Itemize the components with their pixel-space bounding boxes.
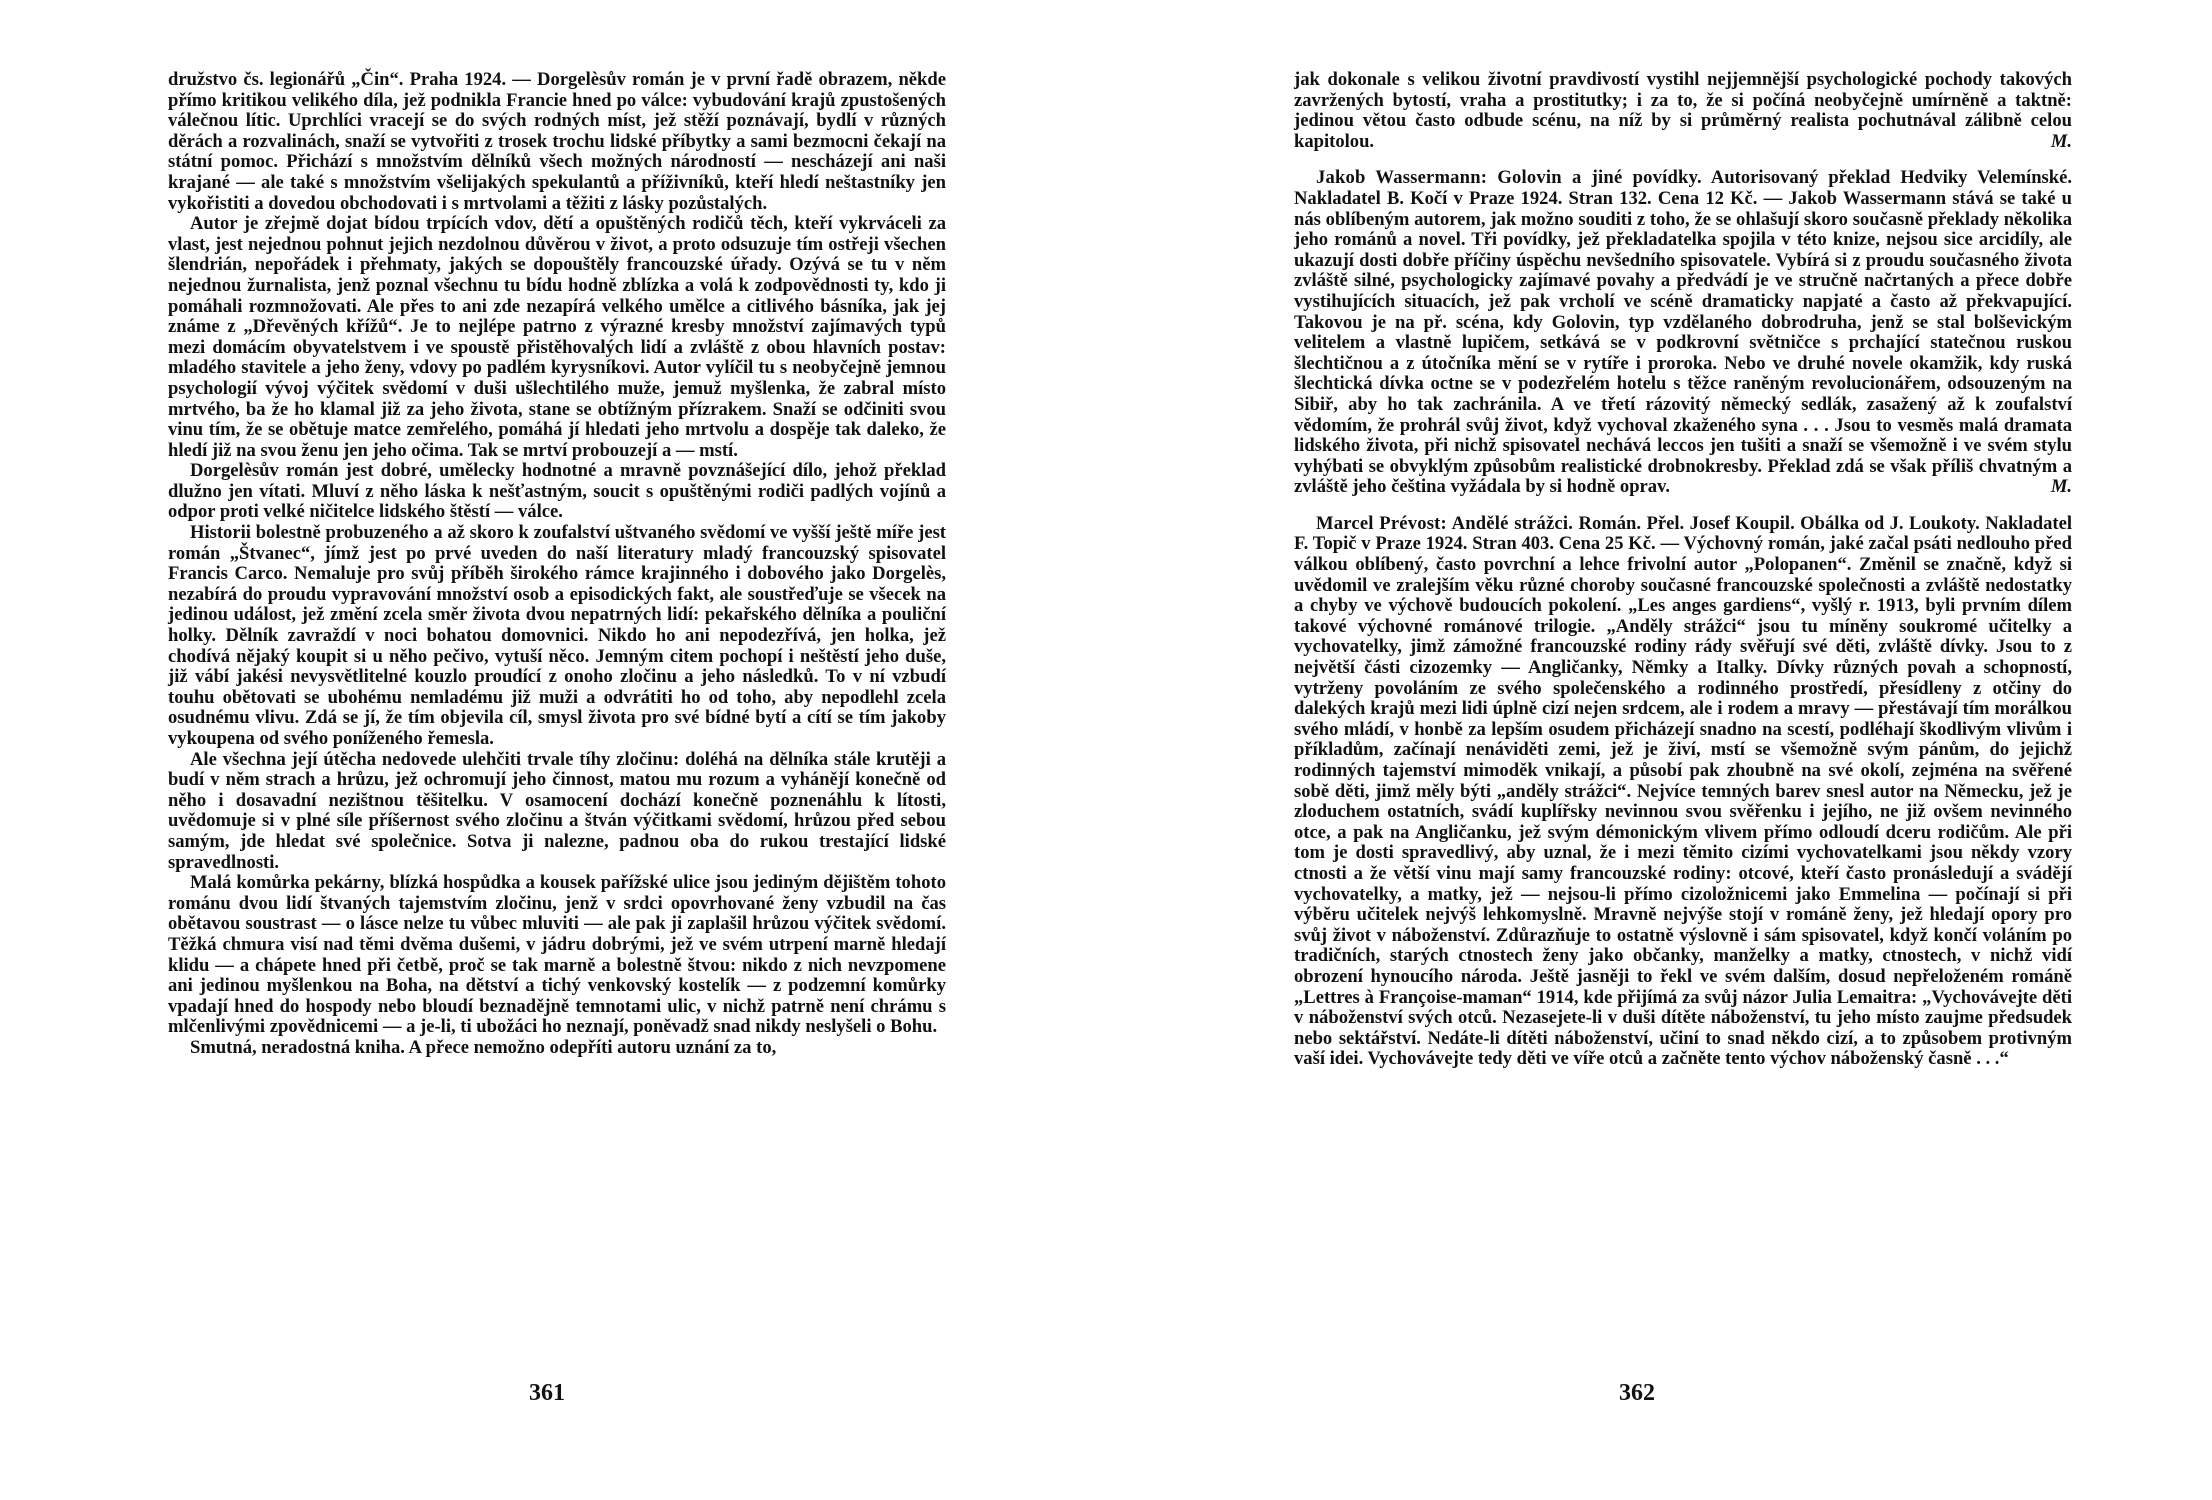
paragraph: družstvo čs. legionářů „Čin“. Praha 1924. — Dorgelèsův román je v první řadě obrazem, někde přímo kritikou velikého díla, jež podnikla Francie hned po válce: vybudování krajů zpustošených válečnou lític. Uprchlíci vracejí se do svých rodných míst, jež stěží poznávají, bydlí v různých děrách a rozvalinách, snaží se vytvořiti z trosek trochu lidské příbytky a sami bezmocni čekají na státní pomoc. Přichází s množstvím dělníků všech možných národností — nescházejí ani naši krajané — ale také s množstvím všelijakých spekulantů a příživníků, kteří hledí neštastníky jen vykořistiti a dovedou obchodovati i s mrtvolami a těžiti z lásky pozůstalých. <box>168 69 946 214</box>
review-heading: Jakob Wassermann: Golovin a jiné povídky. <box>1316 167 1702 189</box>
right-page <box>1106 0 2212 1500</box>
page-number: 361 <box>529 1380 565 1406</box>
paragraph <box>1294 70 2072 152</box>
reviewer-initials: M. <box>2050 130 2072 152</box>
right-text-column <box>1294 70 2072 1070</box>
paragraph: Autor je zřejmě dojat bídou trpících vdov, dětí a opuštěných rodičů těch, kteří vykrváceli za vlast, jest nejednou pohnut jejich nezdolnou důvěrou v život, a proto odsuzuje tím ostřeji všechen šlendrián, nepořádek i přehmaty, jakých se dopouštěly francouzské úřady. Ozývá se tu v něm nejednou žurnalista, jenž poznal všechnu tu bídu hodně zblízka a volá k zodpovědnosti ty, kdo ji pomáhali rozmnožovati. Ale přes to ani zde nezapírá velkého umělce a citlivého básníka, jak jej známe z „Dřevěných křížů“. Je to nejlépe patrno z výrazné kresby množství zajímavých typů mezi domácím obyvatelstvem i ve spoustě přistěhovalých lidí a zvláště z obou hlavních postav: mladého stavitele a jeho ženy, vdovy po padlém kyrysníkovi. Autor vylíčil tu s neobyčejně jemnou psychologií vývoj výčitek svědomí v duši ušlechtilého muže, jemuž myšlenka, že zabral místo mrtvého, ba že ho klamal již za jeho života, stane se obtížným přízrakem. Snaží se odčiniti svou vinu tím, že se obětuje matce zemřelého, pomáhá jí hledati jeho mrtvolu a dospěje tak daleko, že hledí již na svou ženu jen jeho očima. Tak se mrtví probouzejí a — mstí. <box>168 213 946 461</box>
left-text-column <box>168 70 946 1059</box>
review-entry <box>1294 168 2072 498</box>
review-text: Román. Přel. Josef Koupil. Obálka od J. Loukoty. Nakladatel F. Topič v Praze 1924. Stran 403. Cena 25 Kč. — Výchovný román, jaké začal psáti nedlouho před válkou oblíbený, často povrchní a lehce frivolní autor „Polopanen“. Změnil se značně, když si uvědomil ve zralejším věku různé choroby současné francouzské společnosti a zvláště nedostatky a chyby ve výchově budoucích pokolení. „Les anges gardiens“, vyšlý r. 1913, byli prvním dílem takové výchovné románové trilogie. „Anděly strážci“ jsou tu míněny soukromé učitelky a vychovatelky, jimž zámožné francouzské rodiny rády svěřují své děti, zvláště dívky. Jsou to z největší části cizozemky — Angličanky, Němky a Italky. Dívky různých povah a schopností, vytrženy povoláním ze svého společenského a rodinného prostředí, přesídleny z otčiny do dalekých krajů mezi lidi úplně cizí nejen srdcem, ale i rodem a mravy — přestávají tím morálkou svého mládí, v honbě za lepším osudem přicházejí snadno na scestí, podléhají škodlivým vlivům i příkladům, začínají nenáviděti zemi, jež je živí, mstí se všemožně svým pánům, do jejichž rodinných tajemství mimoděk vnikají, a působí pak zhoubně na své okolí, zejména na svěřené sobě děti, jimž měly býti „anděly strážci“. Nejvíce temných barev snesl autor na Německu, jež je zloduchem ostatních, svádí kuplířsky nevinnou svou svěřenku i jejího, ne již ovšem nevinného otce, a pak na Angličanku, jež svým démonickým vlivem přímo odloudí dceru rodičům. Ale při tom je dosti spravedlivý, aby uznal, že i mezi těmito cizími vychovatelkami jsou někdy vzory ctnosti a že větší vinu mají samy francouzské rodiny: otcové, kteří často pronásledují a svádějí vychovatelky, a matky, jež — nejsou-li přímo cizoložnicemi jako Emmelina — počínají si při výběru učitelek nejvýš lehkomyslně. Mravně nejvýše stojí v románě ženy, jež hledají opory pro svůj život v náboženství. Zdůrazňuje to ostatně výslovně i sám spisovatel, když končí voláním po tradičních, starých ctnostech ženy jako občanky, manželky a matky, ctnostech, v nichž vidí obrození hynoucího národa. Ještě jasněji to řekl ve svém dalším, dosud nepřeloženém románě „Lettres à Françoise-maman“ 1914, kde přijímá za svůj názor Julia Lemaitra: „Vychovávejte děti v náboženství svých otců. Nezasejete-li v duši dítěte náboženství, tu jeho místo zaujme předsudek nebo sektářství. Nedáte-li dítěti náboženství, učiní to snad někdo cizí, a to způsobem protivným vaší idei. Vychovávejte tedy děti ve víře otců a začněte tento výchov náboženský časně . . .“ <box>1294 512 2072 1070</box>
paragraph: Smutná, neradostná kniha. A přece nemožno odepříti autoru uznání za to, <box>190 1036 777 1058</box>
paragraph: Malá komůrka pekárny, blízká hospůdka a kousek pařížské ulice jsou jediným dějištěm tohoto románu dvou lidí štvaných tajemstvím zločinu, jenž v srdci opovrhované ženy vzbudil na čas obětavou soustrast — o lásce nelze tu vůbec mluviti — ale pak ji zaplašil hrůzou výčitek svědomí. Těžká chmura visí nad těmi dvěma dušemi, v jádru dobrými, jež ve svém utrpení marně hledají klidu — a chápete hned při četbě, proč se tak marně a bolestně štvou: nikdo z nich nevzpomene ani jedinou myšlenkou na Boha, na dětství a tichý venkovský kostelík — z podzemní komůrky vpadají hned do hospody nebo bloudí beznadějně temnotami ulic, v nichž patrně není chrámu s mlčenlivými zpovědnicemi — a je-li, ti ubožáci ho neznají, poněvadž snad nikdy neslyšeli o Bohu. <box>168 872 946 1038</box>
review-text: Autorisovaný překlad Hedviky Velemínské. Nakladatel B. Kočí v Praze 1924. Stran 132. Cena 12 Kč. — Jakob Wassermann stává se také u nás oblíbeným autorem, jak možno souditi z toho, že se ohlašují skoro současně překlady několika jeho románů a novel. Tři povídky, jež překladatelka spojila v této knize, nejsou sice arcidíly, ale ukazují dosti dobře příčiny úspěchu nevšedního spisovatele. Vybírá si z proudu současného života zvláště silné, psychologicky zajímavé povahy a předvádí je ve stručně načrtaných a přece dobře vystihujících situacích, jež pak vrcholí ve scéně dramaticky napjaté a často až překvapující. Takovou je na př. scéna, kdy Golovin, typ vzdělaného dobrodruha, jenž se stal bolševickým velitelem a vlastně lupičem, setkává se v podkrovní světničce s prchající statečnou ruskou šlechtičnou a z útočníka mění se v rytíře i proroka. Nebo ve druhé novele okamžik, kdy ruská šlechtická dívka octne se v podezřelém hotelu s těžce raněným revolucionářem, odsouzeným na Sibiř, aby ho tak zachránila. A ve třetí rázovitý německý sedlák, zasažený až k zoufalství vědomím, že prohrál svůj život, když vychoval zkaženého syna . . . Jsou to vesměs malá dramata lidského života, při nichž spisovatel nechává leccos jen tušiti a snaží se všemožně i ve svém stylu vyhýbati se obvyklým způsobům realistické drobnokresby. Překlad zdá se však příliš chvatným a zvláště jeho čeština vyžádala by si hodně oprav. <box>1294 167 2073 498</box>
page-number: 362 <box>1619 1380 1655 1406</box>
review-entry <box>1294 514 2072 1070</box>
paragraph-text: jak dokonale s velikou životní pravdivostí vystihl nejjemnější psychologické pochody takových zavržených bytostí, vraha a prostitutky; i za to, že si počíná neobyčejně umírněně a taktně: jedinou větou často odbude scénu, na níž by si průměrný realista pochutnával zálibně celou kapitolou. <box>1294 69 2072 152</box>
paragraph: Historii bolestně probuzeného a až skoro k zoufalství uštvaného svědomí ve vyšší ještě míře jest román „Štvanec“, jímž jest po prvé uveden do naší literatury mladý francouzský spisovatel Francis Carco. Nemaluje pro svůj příběh širokého rámce krajinného i dobového jako Dorgelès, nezabírá do proudu vypravování množství osob a episodických fakt, ale soustřeďuje se všecek na jedinou událost, jež změní zcela směr života dvou nepatrných lidí: pekařského dělníka a pouliční holky. Dělník zavraždí v noci bohatou domovnici. Nikdo ho ani nepodezřívá, jen holka, jež chodívá nějaký koupit si u něho pečivo, vytuší něco. Jemným citem pochopí i neštěstí jeho duše, již vábí jakési nevysvětlitelné kouzlo proudící z onoho zločinu a jeho následků. To v ní vzbudí touhu obětovati se ubohému nemladému již muži a odvrátiti ho od toho, aby nepodlehl zcela osudnému vlivu. Zdá se jí, že tím objevila cíl, smysl života pro své bídné bytí a cítí se tím jakoby vykoupena od svého poníženého řemesla. <box>168 522 946 749</box>
paragraph: Ale všechna její útěcha nedovede ulehčiti trvale tíhy zločinu: doléhá na dělníka stále krutěji a budí v něm strach a hrůzu, jež ochromují jeho činnost, matou mu rozum a vyhánějí konečně od něho i dosavadní nezištnou těšitelku. V osamocení dochází konečně poznenáhlu k lítosti, uvědomuje si v plné síle příšernost svého zločinu a štván výčitkami svědomí, hrůzou před sebou samým, jde hledat své společnice. Sotva ji nalezne, padnou oba do rukou trestající lidské spravedlnosti. <box>168 748 946 873</box>
reviewer-initials: M. <box>2050 476 2072 498</box>
paragraph: Dorgelèsův román jest dobré, umělecky hodnotné a mravně povznášející dílo, jehož překlad dlužno jen vítati. Mluví z něho láska k nešťastným, soucit s opuštěnými rodiči padlých vojínů a odpor proti velké ničitelce lidského štěstí — válce. <box>168 460 946 523</box>
review-heading: Marcel Prévost: Andělé strážci. <box>1316 512 1574 534</box>
